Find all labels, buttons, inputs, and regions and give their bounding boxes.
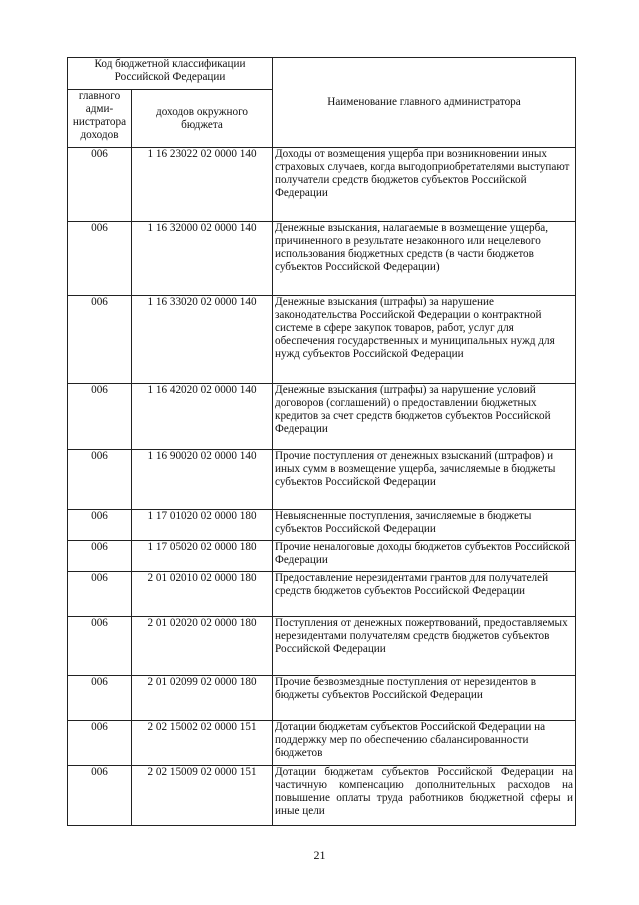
header-group-label: Код бюджетной классификации Российской Федерации <box>68 58 273 90</box>
page-number: 21 <box>313 848 326 862</box>
admin-name-cell: Прочие неналоговые доходы бюджетов субъектов Российской Федерации <box>273 541 576 572</box>
admin-code-cell: 006 <box>68 541 132 572</box>
budget-classification-table <box>67 57 576 826</box>
table-row <box>68 617 576 676</box>
admin-name-cell: Прочие безвозмездные поступления от нерезидентов в бюджеты субъектов Российской Федерации <box>273 676 576 721</box>
table-row <box>68 766 576 826</box>
header-income-code: доходов окружного бюджета <box>132 90 273 148</box>
admin-name-cell: Поступления от денежных пожертвований, предоставляемых нерезидентами получателям средств бюджетов субъектов Российской Федерации <box>273 617 576 676</box>
admin-code-cell: 006 <box>68 148 132 222</box>
table-row <box>68 148 576 222</box>
admin-code-cell: 006 <box>68 721 132 766</box>
admin-code-cell: 006 <box>68 296 132 384</box>
table-row <box>68 384 576 450</box>
admin-name-cell: Денежные взыскания (штрафы) за нарушение законодательства Российской Федерации о контрактной системе в сфере закупок товаров, работ, услуг для обеспечения государственных и муниципальных нужд для нужд субъектов Российской Федерации <box>273 296 576 384</box>
income-code-cell: 2 01 02020 02 0000 180 <box>132 617 273 676</box>
header-admin-name: Наименование главного администратора <box>273 58 576 148</box>
admin-code-cell: 006 <box>68 572 132 617</box>
income-code-cell: 2 02 15009 02 0000 151 <box>132 766 273 826</box>
admin-name-cell: Дотации бюджетам субъектов Российской Федерации на поддержку мер по обеспечению сбалансированности бюджетов <box>273 721 576 766</box>
table-row <box>68 676 576 721</box>
admin-name-cell: Денежные взыскания, налагаемые в возмещение ущерба, причиненного в результате незаконного или нецелевого использования бюджетных средств (в части бюджетов субъектов Российской Федерации) <box>273 222 576 296</box>
table-row <box>68 296 576 384</box>
table-row <box>68 510 576 541</box>
table-row <box>68 721 576 766</box>
income-code-cell: 2 01 02010 02 0000 180 <box>132 572 273 617</box>
income-code-cell: 1 17 05020 02 0000 180 <box>132 541 273 572</box>
admin-name-cell: Невыясненные поступления, зачисляемые в бюджеты субъектов Российской Федерации <box>273 510 576 541</box>
income-code-cell: 1 16 32000 02 0000 140 <box>132 222 273 296</box>
table-row <box>68 222 576 296</box>
admin-name-cell: Предоставление нерезидентами грантов для получателей средств бюджетов субъектов Российской Федерации <box>273 572 576 617</box>
admin-code-cell: 006 <box>68 617 132 676</box>
income-code-cell: 1 16 42020 02 0000 140 <box>132 384 273 450</box>
admin-name-cell: Прочие поступления от денежных взысканий (штрафов) и иных сумм в возмещение ущерба, зачисляемые в бюджеты субъектов Российской Федерации <box>273 450 576 510</box>
table-row <box>68 450 576 510</box>
admin-name-cell: Доходы от возмещения ущерба при возникновении иных страховых случаев, когда выгодоприобретателями выступают получатели средств бюджетов субъектов Российской Федерации <box>273 148 576 222</box>
admin-name-cell: Денежные взыскания (штрафы) за нарушение условий договоров (соглашений) о предоставлении бюджетных кредитов за счет средств бюджетов субъектов Российской Федерации <box>273 384 576 450</box>
admin-name-cell: Дотации бюджетам субъектов Российской Федерации на частичную компенсацию дополнительных расходов на повышение оплаты труда работников бюджетной сферы и иные цели <box>273 766 576 826</box>
admin-code-cell: 006 <box>68 450 132 510</box>
income-code-cell: 1 16 90020 02 0000 140 <box>132 450 273 510</box>
admin-code-cell: 006 <box>68 384 132 450</box>
income-code-cell: 1 16 23022 02 0000 140 <box>132 148 273 222</box>
admin-code-cell: 006 <box>68 510 132 541</box>
header-main-admin-code: главного адми-нистратора доходов <box>68 90 132 148</box>
admin-code-cell: 006 <box>68 676 132 721</box>
admin-code-cell: 006 <box>68 766 132 826</box>
income-code-cell: 2 01 02099 02 0000 180 <box>132 676 273 721</box>
income-code-cell: 2 02 15002 02 0000 151 <box>132 721 273 766</box>
admin-code-cell: 006 <box>68 222 132 296</box>
income-code-cell: 1 16 33020 02 0000 140 <box>132 296 273 384</box>
table-row <box>68 572 576 617</box>
income-code-cell: 1 17 01020 02 0000 180 <box>132 510 273 541</box>
table-row <box>68 541 576 572</box>
